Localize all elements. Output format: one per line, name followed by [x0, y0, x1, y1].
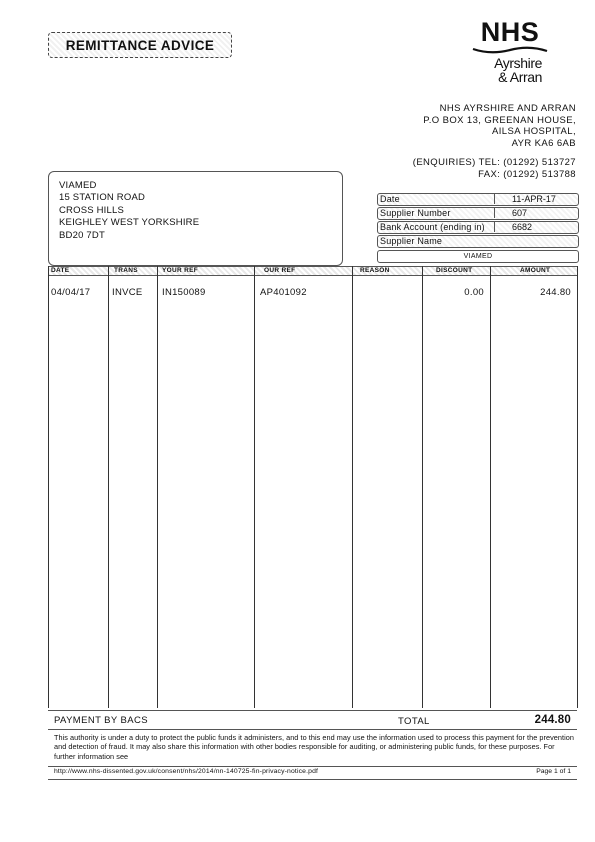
supplier-address-line: CROSS HILLS	[59, 204, 125, 216]
bank-account-label: Bank Account (ending in)	[380, 222, 485, 232]
organisation-address-line: P.O BOX 13, GREENAN HOUSE,	[423, 114, 576, 126]
date-label: Date	[380, 194, 400, 204]
divider	[494, 221, 495, 232]
supplier-name-value: VIAMED	[377, 250, 579, 263]
organisation-contact	[413, 157, 576, 180]
document-title-box	[48, 32, 232, 58]
column-divider	[422, 266, 423, 708]
logo-region-line1: Ayrshire	[494, 55, 542, 71]
divider	[494, 193, 495, 204]
organisation-name: NHS AYRSHIRE AND ARRAN	[439, 103, 576, 114]
nhs-logo	[470, 18, 550, 98]
privacy-notice-link[interactable]: http://www.nhs-dissented.gov.uk/consent/nhs/2014/nn-140725-fin-privacy-notice.pdf	[54, 768, 319, 775]
payment-method: PAYMENT BY BACS	[54, 715, 148, 726]
organisation-address	[423, 103, 576, 149]
cell-our-ref: AP401092	[260, 287, 307, 298]
total-label: TOTAL	[398, 716, 430, 727]
supplier-number-value: 607	[512, 208, 528, 218]
column-header-amount: AMOUNT	[520, 267, 551, 274]
column-divider	[157, 266, 158, 708]
supplier-address-line: VIAMED	[59, 180, 97, 191]
column-divider	[108, 266, 109, 708]
organisation-address-line: AYR KA6 6AB	[511, 137, 576, 149]
supplier-name-label: Supplier Name	[380, 236, 443, 246]
document-title: REMITTANCE ADVICE	[65, 37, 215, 53]
table-border	[577, 266, 578, 708]
column-header-trans: TRANS	[114, 267, 138, 274]
cell-your-ref: IN150089	[162, 287, 206, 298]
fax-number: FAX: (01292) 513788	[478, 168, 576, 180]
supplier-address-line: BD20 7DT	[59, 229, 105, 241]
supplier-address	[59, 180, 199, 242]
column-header-reason: REASON	[360, 267, 390, 274]
supplier-address-line: 15 STATION ROAD	[59, 192, 146, 204]
column-header-our-ref: OUR REF	[264, 267, 296, 274]
cell-date: 04/04/17	[51, 287, 91, 298]
column-divider	[254, 266, 255, 708]
supplier-address-line: KEIGHLEY WEST YORKSHIRE	[59, 217, 200, 229]
column-divider	[352, 266, 353, 708]
organisation-address-line: AILSA HOSPITAL,	[492, 126, 576, 137]
date-value: 11-APR-17	[512, 194, 556, 204]
page-number: Page 1 of 1	[536, 768, 571, 775]
cell-amount: 244.80	[540, 287, 571, 298]
total-value: 244.80	[534, 714, 571, 726]
cell-trans: INVCE	[112, 287, 143, 298]
table-border	[48, 266, 49, 708]
enquiries-telephone: (ENQUIRIES) TEL: (01292) 513727	[412, 157, 576, 168]
cell-discount: 0.00	[464, 287, 484, 298]
column-header-discount: DISCOUNT	[436, 267, 473, 274]
column-header-date: DATE	[51, 267, 70, 274]
column-divider	[490, 266, 491, 708]
logo-region-line2: & Arran	[498, 69, 542, 85]
logo-letters: NHS	[480, 17, 540, 47]
bank-account-value: 6682	[512, 222, 533, 232]
column-header-your-ref: YOUR REF	[162, 267, 198, 274]
divider	[494, 207, 495, 218]
privacy-notice: This authority is under a duty to protect the public funds it administers, and to this end may use the information used to process this payment for the prevention and detection of fraud. It may also share this information with other bodies responsible for auditing, or administering public funds, for these purposes. For further information see	[54, 733, 574, 761]
supplier-number-label: Supplier Number	[380, 208, 451, 218]
